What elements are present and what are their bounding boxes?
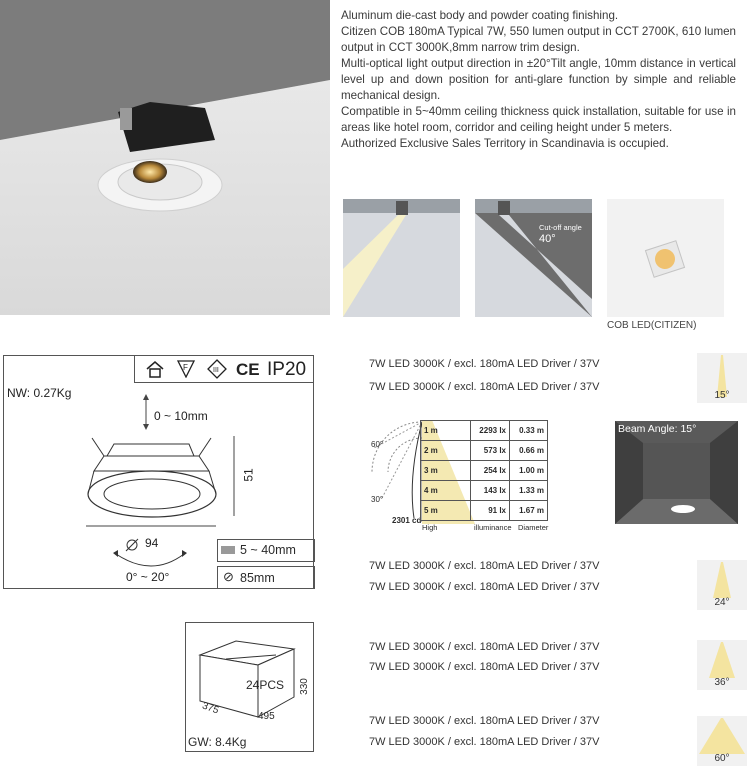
polar-diagram bbox=[368, 418, 424, 526]
variant-line: 7W LED 3000K / excl. 180mA LED Driver / 37V bbox=[369, 736, 600, 748]
distance-cell: 1 m bbox=[421, 421, 471, 441]
table-row bbox=[421, 501, 548, 521]
cob-caption: COB LED(CITIZEN) bbox=[607, 320, 697, 331]
net-weight: NW: 0.27Kg bbox=[7, 386, 72, 400]
diameter-cell: 0.33 m bbox=[510, 421, 548, 441]
variant-line: 7W LED 3000K / excl. 180mA LED Driver / 37V bbox=[369, 560, 600, 572]
svg-text:F: F bbox=[183, 363, 188, 372]
variant-line: 7W LED 3000K / excl. 180mA LED Driver / 37V bbox=[369, 358, 600, 370]
beam-angle-label: 24° bbox=[714, 597, 730, 608]
beam-angle-label: 15° bbox=[714, 390, 730, 401]
variant-line: 7W LED 3000K / excl. 180mA LED Driver / 37V bbox=[369, 641, 600, 653]
variant-line: 7W LED 3000K / excl. 180mA LED Driver / 37V bbox=[369, 581, 600, 593]
cutoff-value: 40° bbox=[539, 233, 556, 245]
height-label: 51 bbox=[241, 468, 256, 482]
cutout-value: 85mm bbox=[240, 571, 275, 585]
description-line: Citizen COB 180mA Typical 7W, 550 lumen output in CCT 2700K, 610 lumen output in CCT 3000K,8mm narrow trim design. bbox=[341, 25, 736, 54]
lux-cell: 143 lx bbox=[471, 481, 510, 501]
variant-line: 7W LED 3000K / excl. 180mA LED Driver / 37V bbox=[369, 381, 600, 393]
beam-angle-render bbox=[615, 421, 738, 524]
diameter-cell: 1.67 m bbox=[510, 501, 548, 521]
cutoff-angle-tile bbox=[475, 199, 592, 317]
tilt-beam-graphic bbox=[343, 199, 460, 317]
gross-weight: GW: 8.4Kg bbox=[188, 735, 247, 749]
description-line: Multi-optical light output direction in ±20°Tilt angle, 10mm distance in vertical level up and down position for anti-glare function by simple and reliable mechanical design. bbox=[341, 57, 736, 102]
beam-angle-label: 36° bbox=[714, 677, 730, 688]
carton-quantity: 24PCS bbox=[246, 678, 285, 692]
tilt-range-label: 0° ~ 20° bbox=[126, 570, 170, 584]
ceiling-thickness-value: 5 ~ 40mm bbox=[240, 543, 296, 557]
table-row bbox=[421, 461, 548, 481]
diameter-label: 94 bbox=[145, 536, 159, 550]
peak-intensity: 2301 cd bbox=[392, 516, 422, 525]
diameter-cell: 0.66 m bbox=[510, 441, 548, 461]
cob-led-tile bbox=[607, 199, 724, 317]
description-line: Compatible in 5~40mm ceiling thickness quick installation, suitable for use in areas like hotel room, corridor and ceiling height under 5 meters. bbox=[341, 105, 736, 134]
downlight-photo-graphic bbox=[0, 0, 330, 315]
cutout-row bbox=[217, 566, 315, 589]
carton-depth: 375 bbox=[200, 700, 221, 717]
table-row bbox=[421, 481, 548, 501]
carton-width: 495 bbox=[258, 711, 275, 722]
lux-cell: 91 lx bbox=[471, 501, 510, 521]
beam-thumb-36 bbox=[697, 640, 747, 690]
description-line: Authorized Exclusive Sales Territory in Scandinavia is occupied. bbox=[341, 137, 669, 150]
product-photo bbox=[0, 0, 330, 315]
polar-30-label: 30° bbox=[371, 495, 384, 504]
spec-panel bbox=[3, 355, 314, 589]
ceiling-icon bbox=[221, 546, 235, 554]
ceiling-thickness-row bbox=[217, 539, 315, 562]
carton-height: 330 bbox=[298, 678, 310, 695]
polar-60-label: 60° bbox=[371, 440, 384, 449]
table-row bbox=[421, 441, 548, 461]
beam-angle-label: 60° bbox=[714, 753, 730, 764]
lux-cell: 2293 lx bbox=[471, 421, 510, 441]
product-description bbox=[341, 8, 736, 152]
distance-cell: 5 m bbox=[421, 501, 471, 521]
beam-thumb-60 bbox=[697, 716, 747, 766]
cutoff-label: Cut-off angle bbox=[539, 223, 582, 232]
cob-chip-graphic bbox=[607, 199, 724, 317]
beam-angle-title: Beam Angle: 15° bbox=[618, 423, 697, 435]
room-render-graphic bbox=[615, 421, 738, 524]
diameter-cell: 1.00 m bbox=[510, 461, 548, 481]
beam-thumb-15 bbox=[697, 353, 747, 403]
ce-mark: CE bbox=[236, 360, 260, 379]
variant-line: 7W LED 3000K / excl. 180mA LED Driver / 37V bbox=[369, 661, 600, 673]
lux-cell: 254 lx bbox=[471, 461, 510, 481]
photometric-table bbox=[420, 420, 548, 531]
ip-rating: IP20 bbox=[267, 359, 307, 380]
column-illuminance-label: illuminance bbox=[474, 523, 512, 532]
cutoff-graphic bbox=[475, 199, 592, 317]
column-diameter-label: Diameter bbox=[518, 523, 549, 532]
vertical-adjust-label: 0 ~ 10mm bbox=[154, 409, 208, 423]
table-row bbox=[421, 421, 548, 441]
description-line: Aluminum die-cast body and powder coating finishing. bbox=[341, 9, 619, 22]
column-high-label: High bbox=[422, 523, 438, 532]
svg-text:III: III bbox=[213, 367, 219, 374]
distance-cell: 3 m bbox=[421, 461, 471, 481]
distance-cell: 4 m bbox=[421, 481, 471, 501]
packing-panel bbox=[185, 622, 314, 752]
beam-thumb-24 bbox=[697, 560, 747, 610]
cutout-icon: ⊘ bbox=[223, 569, 234, 584]
tilt-beam-tile bbox=[343, 199, 460, 317]
distance-cell: 2 m bbox=[421, 441, 471, 461]
diameter-cell: 1.33 m bbox=[510, 481, 548, 501]
variant-line: 7W LED 3000K / excl. 180mA LED Driver / 37V bbox=[369, 715, 600, 727]
lux-cell: 573 lx bbox=[471, 441, 510, 461]
